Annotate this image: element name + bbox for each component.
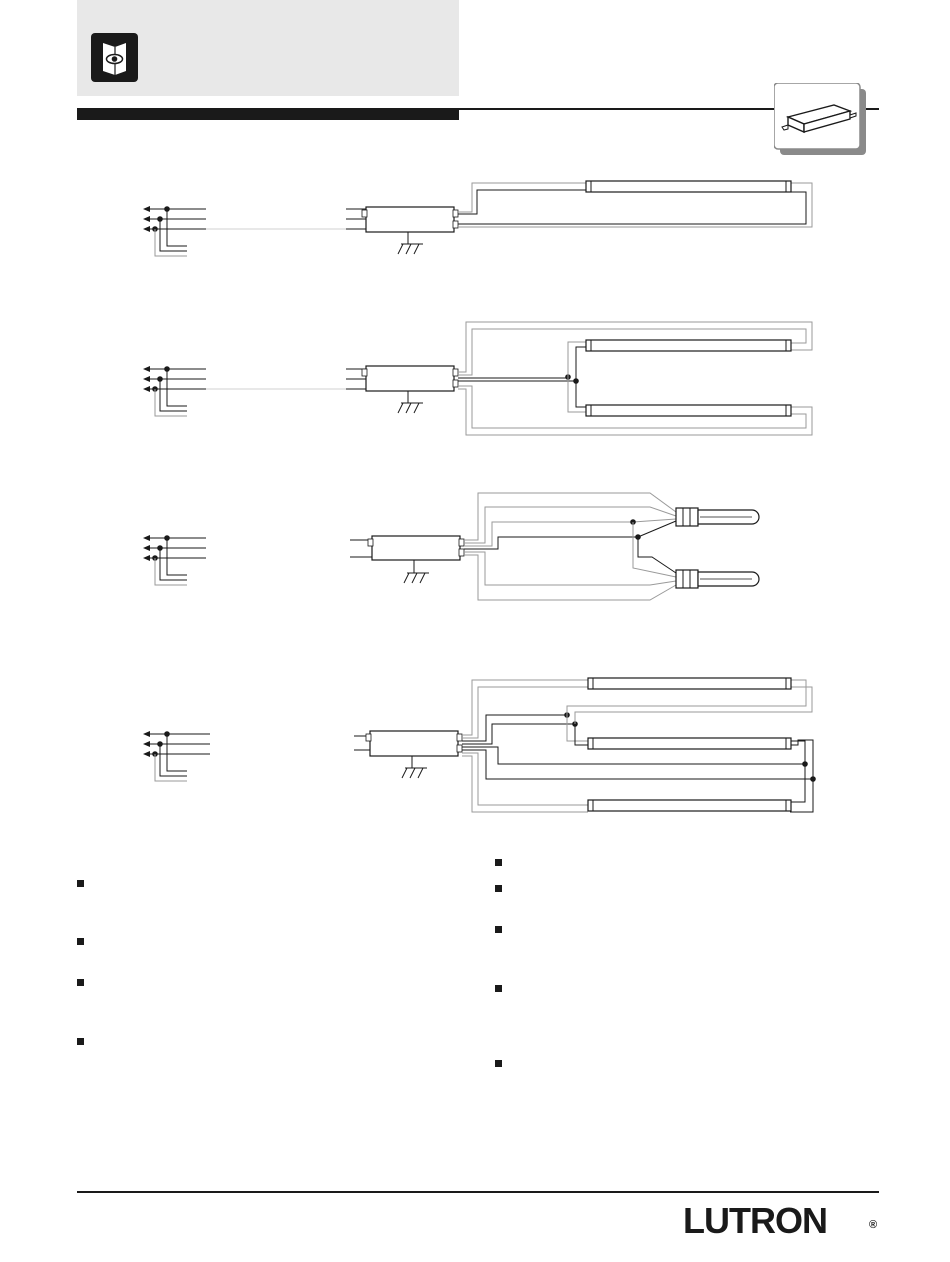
bullet-marker xyxy=(77,979,84,986)
ballast xyxy=(366,366,454,391)
lutron-logo xyxy=(683,1200,883,1241)
feed-arrow xyxy=(143,216,150,222)
compact-lamp xyxy=(676,508,759,526)
fluorescent-lamp xyxy=(588,800,791,811)
bullet-marker xyxy=(495,985,502,992)
compact-lamp xyxy=(676,570,759,588)
bullet-marker xyxy=(495,1060,502,1067)
feed-arrow xyxy=(143,386,150,392)
feed-arrow xyxy=(143,555,150,561)
bullet-marker xyxy=(77,880,84,887)
feed-arrow xyxy=(143,535,150,541)
fluorescent-lamp xyxy=(586,340,791,351)
logo-text: LUTRON xyxy=(683,1200,827,1241)
feed-arrow xyxy=(143,751,150,757)
bullet-marker xyxy=(77,1038,84,1045)
feed-arrow xyxy=(143,366,150,372)
fluorescent-lamp xyxy=(588,678,791,689)
feed-arrow xyxy=(143,376,150,382)
registered-mark: ® xyxy=(869,1219,878,1231)
feed-arrow xyxy=(143,545,150,551)
fluorescent-lamp xyxy=(588,738,791,749)
footer-rule xyxy=(77,1191,879,1193)
bullet-marker xyxy=(495,859,502,866)
bullet-marker xyxy=(77,938,84,945)
feed-arrow xyxy=(143,741,150,747)
wiring-diagram-three-lamp xyxy=(143,678,816,812)
feed-arrow xyxy=(143,731,150,737)
ballast xyxy=(372,536,460,560)
fluorescent-lamp xyxy=(586,405,791,416)
wiring-diagram-one-lamp xyxy=(143,181,812,256)
wiring-diagram-two-lamp xyxy=(143,322,812,435)
feed-arrow xyxy=(143,226,150,232)
bullet-marker xyxy=(495,926,502,933)
wiring-diagram-two-compact-lamp xyxy=(143,493,759,600)
fluorescent-lamp xyxy=(586,181,791,192)
feed-arrow xyxy=(143,206,150,212)
ballast xyxy=(366,207,454,232)
ballast xyxy=(370,731,458,756)
bullet-marker xyxy=(495,885,502,892)
